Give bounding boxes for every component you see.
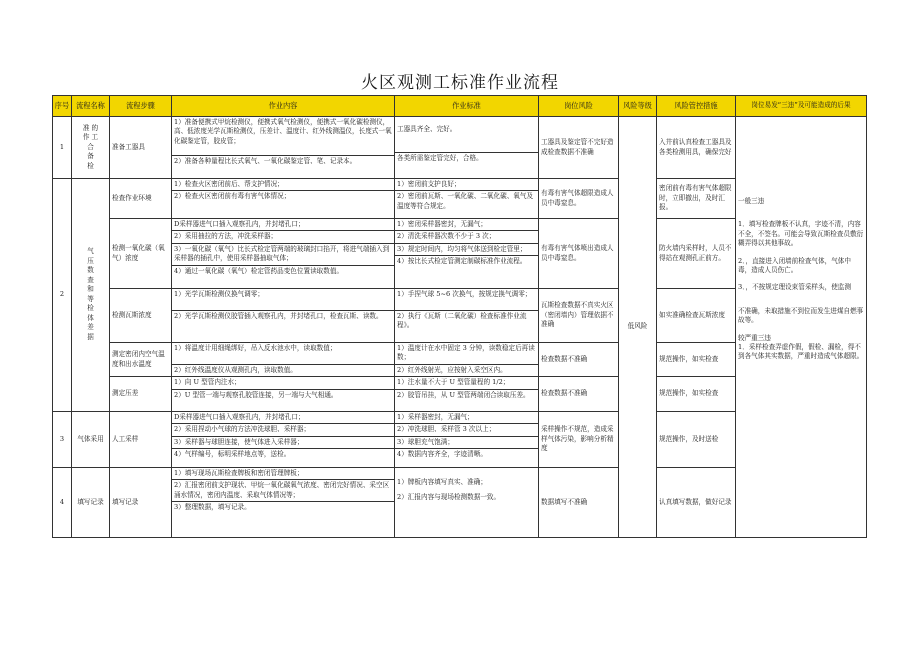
work-standard: 1）采样器密封，无漏气； 2）冲洗球胆、采样管 3 次以上； 3）球胆充气饱满； 4）数据内容齐全，字迹清晰。: [395, 411, 539, 467]
work-content: 1）检查火区密闭前后、帮支护情况； 2）检查火区密闭前有毒有害气体情况；: [172, 179, 395, 219]
risk-control: 规范操作，如实检查: [657, 377, 736, 411]
header-work-standard: 作业标准: [395, 96, 539, 117]
risk-level: 低风险: [619, 117, 657, 538]
process-name: 气体采用: [72, 411, 110, 467]
risk-control: 入井前认真检查工器具及各类检测用具，确保完好: [657, 117, 736, 179]
risk-control: 认真填写数据，做好记录: [657, 467, 736, 537]
process-step: 测定压差: [110, 377, 172, 411]
post-risk: 检查数据不准确: [539, 343, 619, 377]
row-no: 2: [53, 179, 72, 412]
work-content: 1）准备便携式甲烷检测仪，便携式氧气检测仪，便携式一氧化碳检测仪，高、低浓度光学瓦斯检测仪，压差计、温度计、红外线测温仪，长度式一氧化碳鉴定管，胶皮管； 2）准备各种量程比长式氧气、一氧化碳鉴定管、笔、记录本。: [172, 117, 395, 179]
work-standard: 1）密闭采样器密封，无漏气； 2）清洗采样器次数不少于 3 次； 3）规定时间内，均匀将气体送到检定管里； 4）按比长式检定管测定制碳标准作业流程。: [395, 219, 539, 289]
page-title: 火区观测工标准作业流程: [361, 73, 559, 93]
work-standard: 1）手捏气球 5~6 次换气，按规定换气调零； 2）执行《瓦斯（二氧化碳）检查标准作业流程》。: [395, 289, 539, 343]
risk-control: 规范操作，及时送检: [657, 411, 736, 467]
work-content: 1）光学瓦斯检测仪换气调零； 2）光学瓦斯检测仪胶管插入观察孔内，并封堵孔口，检查瓦斯、读数。: [172, 289, 395, 343]
work-standard: 工器具齐全、完好。 各类所需鉴定管完好，合格。: [395, 117, 539, 179]
process-step: 填写记录: [110, 467, 172, 537]
row-no: 4: [53, 467, 72, 537]
post-risk: 瓦斯检查数据不真实火区（密闭墙内）管理依据不准确: [539, 289, 619, 343]
work-content: 1）将温度计用细绳绑好，吊入反水池水中，读取数值； 2）红外线温度仪从观测孔内，读取数值。: [172, 343, 395, 377]
work-content: D采样器进气口插入观察孔内，并封堵孔口； 2）采用捏动小气球的方法冲洗球胆、采样器； 3）采样器与球胆连接，使气体进入采样器； 4）气样编号，标明采样地点等，送检。: [172, 411, 395, 467]
header-risk-control: 风险管控措施: [657, 96, 736, 117]
post-risk: 数据填写不准确: [539, 467, 619, 537]
post-risk: 检查数据不准确: [539, 377, 619, 411]
process-step: 准备工器具: [110, 117, 172, 179]
header-post-risk: 岗位风险: [539, 96, 619, 117]
risk-control: 如实准确检查瓦斯浓度: [657, 289, 736, 343]
header-work-content: 作业内容: [172, 96, 395, 117]
post-risk: 工器具及鉴定管不完好造成检查数据不准确: [539, 117, 619, 179]
header-process-step: 流程步骤: [110, 96, 172, 117]
header-no: 序号: [53, 96, 72, 117]
workflow-table: [52, 95, 867, 538]
process-step: 检测瓦斯浓度: [110, 289, 172, 343]
work-standard: 1）牌板内容填写真实、准确； 2）汇报内容与现场检测数据一致。: [395, 467, 539, 537]
work-content: 1）填写现场瓦斯检查牌板和密闭管理牌板； 2）汇报密闭前支护现状、甲烷一氧化碳氧气浓度、密闭完好情况、采空区涌水情况，密闭内温度、采取气体情况等； 3）整理数据，填写记录。: [172, 467, 395, 537]
work-standard: 1）密闭前支护良好； 2）密闭前瓦斯、一氧化碳、二氧化碳、氧气及温度等符合规定。: [395, 179, 539, 219]
post-risk: 有毒有害气体超限造成人员中毒窒息。: [539, 179, 619, 219]
header-risk-level: 风险等级: [619, 96, 657, 117]
header-process-name: 流程名称: [72, 96, 110, 117]
process-step: 检测一氧化碳（氧气）浓度: [110, 219, 172, 289]
risk-control: 规范操作，如实检查: [657, 343, 736, 377]
post-risk: 采样操作不规范，造成采样气体污染，影响分析精度: [539, 411, 619, 467]
risk-control: 密闭前有毒有害气体超限时，立即撤出，及时汇报。: [657, 179, 736, 219]
process-name: 填写记录: [72, 467, 110, 537]
work-standard: 1）注水量不大于 U 型管量程的 1/2； 2）胶管吊挂，从 U 型管两端闭合读取压差。: [395, 377, 539, 411]
table-header-row: [53, 96, 867, 117]
work-standard: 1）温度计在水中固定 3 分钟，读数稳定后再读数； 2）红外线射光，应按射入采空区内。: [395, 343, 539, 377]
work-content: 1）向 U 型管内注水； 2）U 型管一端与观察孔胶管连接，另一端与大气相通。: [172, 377, 395, 411]
process-name: 气 压 数 查 和 等 检 体 差 据: [72, 179, 110, 412]
process-name: 准 的 作 工 合 备 检: [72, 117, 110, 179]
process-step: 人工采样: [110, 411, 172, 467]
violations-cell: 一般三违 1．填写检查牌板不认真，字迹不清，内容不全，不签名。可能会导致瓦斯检查员敷衍糊弄得以其他事故。 2．，直接进入闭墙前检查气体，气体中毒，造成人员伤亡。 3．，不按规定理设束管采样头，使监测 不准确，未取措施不到位而发生进煤自燃事故等。 较严重三违 1．采样检查弄虚作假，假检、漏检，得不到各气体其实数据，严重时造成气体超限。: [736, 117, 867, 538]
post-risk: 有毒有害气体喷出造成人员中毒窒息。: [539, 219, 619, 289]
row-no: 1: [53, 117, 72, 179]
process-step: 检查作业环境: [110, 179, 172, 219]
work-content: D采样器进气口插入观察孔内，并封堵孔口； 2）采用抽拉的方法，冲洗采样器； 3）一氧化碳（氧气）比长式检定管两端的玻璃封口掐开，将进气端插入到采样器的插孔中，使用采样器抽取气体； 4）通过一氧化碳（氧气）检定管药品变色位置读取数值。: [172, 219, 395, 289]
row-no: 3: [53, 411, 72, 467]
header-violations: 岗位易发“三违”及可能造成的后果: [736, 96, 867, 117]
risk-control: 防火墙内采样时，人员不得站在观测孔正前方。: [657, 219, 736, 289]
table-row: [53, 117, 867, 179]
process-step: 测定密闭内空气温度和出水温度: [110, 343, 172, 377]
